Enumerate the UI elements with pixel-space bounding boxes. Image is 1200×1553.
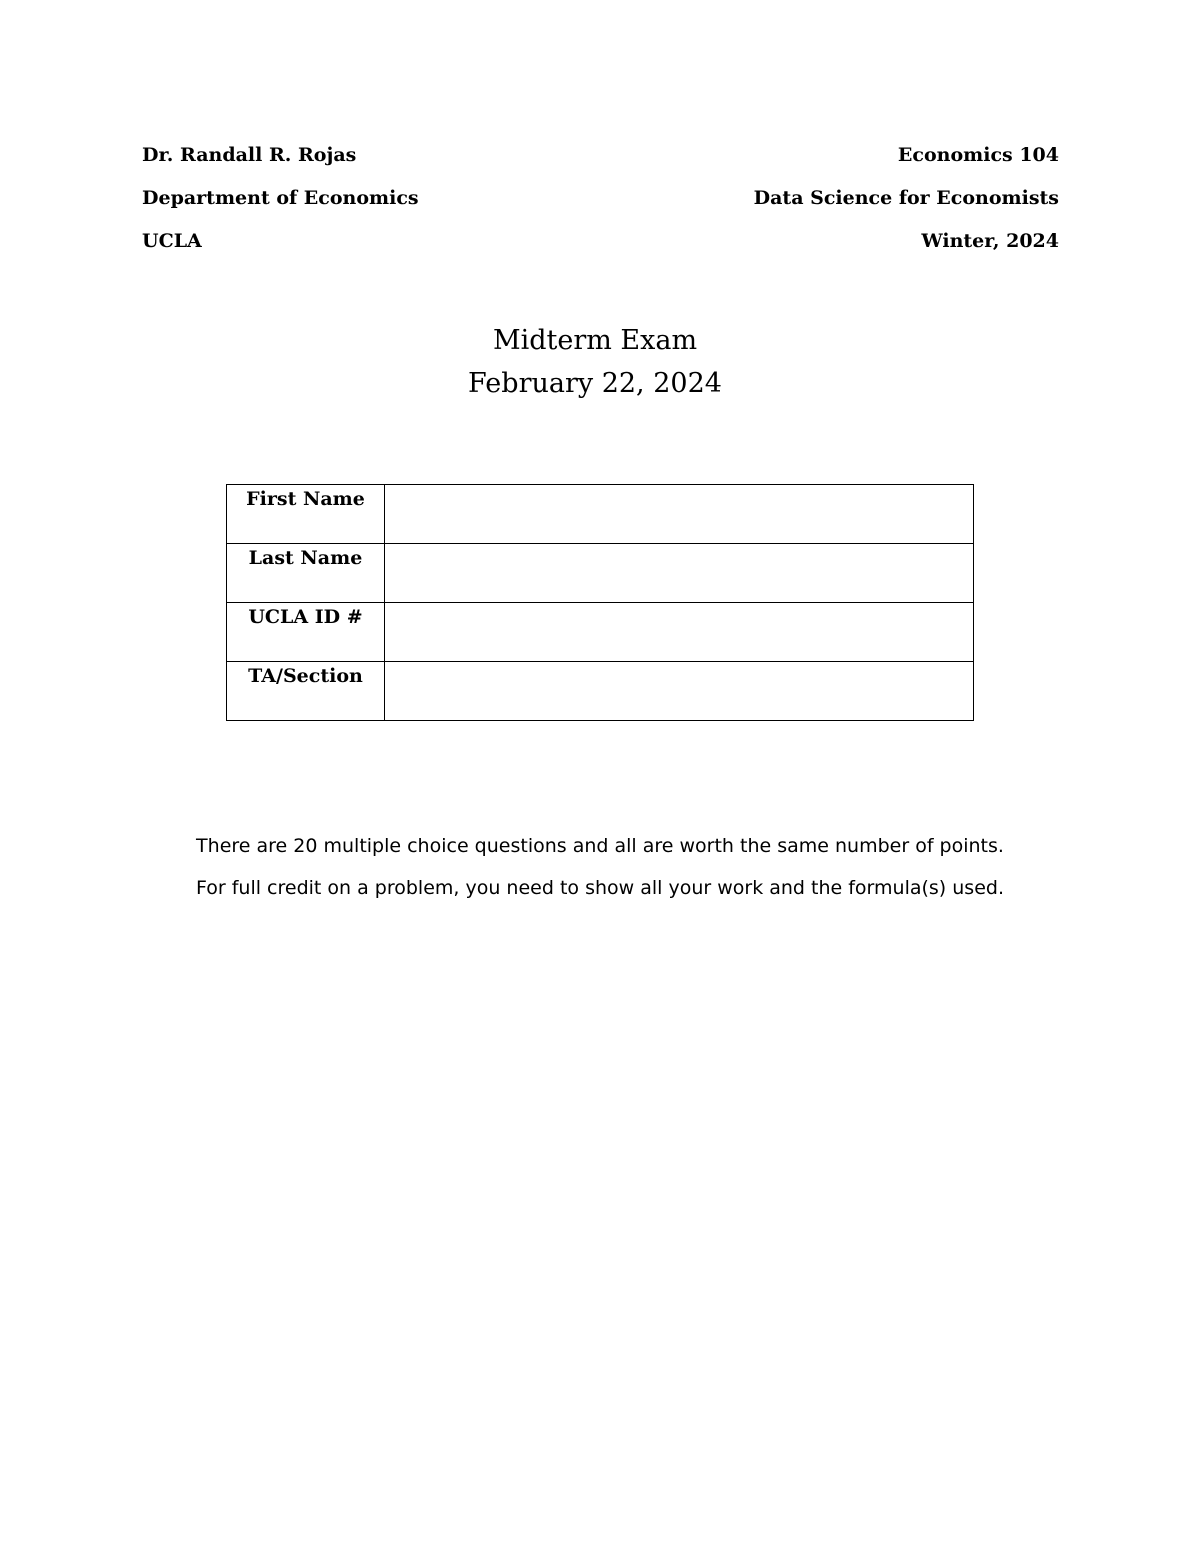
ucla-id-row — [227, 603, 974, 662]
first-name-cell — [385, 485, 974, 544]
student-info-table — [226, 484, 974, 721]
first-name-label: First Name — [227, 485, 385, 544]
university-name: UCLA — [142, 230, 202, 252]
ta-section-input[interactable] — [385, 662, 973, 718]
first-name-input[interactable] — [385, 485, 973, 541]
course-title: Data Science for Economists — [753, 187, 1059, 209]
instruction-line-2: For full credit on a problem, you need to show all your work and the formula(s) used. — [195, 877, 1004, 899]
ucla-id-input[interactable] — [385, 603, 973, 659]
ta-section-cell — [385, 662, 974, 721]
last-name-input[interactable] — [385, 544, 973, 600]
exam-date: February 22, 2024 — [468, 368, 722, 399]
ta-section-row — [227, 662, 974, 721]
instructor-name: Dr. Randall R. Rojas — [142, 144, 357, 166]
instruction-line-1: There are 20 multiple choice questions and all are worth the same number of points. — [196, 835, 1004, 857]
ucla-id-cell — [385, 603, 974, 662]
ta-section-label: TA/Section — [227, 662, 385, 721]
course-number: Economics 104 — [897, 144, 1059, 166]
first-name-row — [227, 485, 974, 544]
term: Winter, 2024 — [921, 230, 1059, 252]
exam-title: Midterm Exam — [492, 325, 698, 356]
department-name: Department of Economics — [142, 187, 419, 209]
ucla-id-label: UCLA ID # — [227, 603, 385, 662]
last-name-cell — [385, 544, 974, 603]
last-name-row — [227, 544, 974, 603]
last-name-label: Last Name — [227, 544, 385, 603]
